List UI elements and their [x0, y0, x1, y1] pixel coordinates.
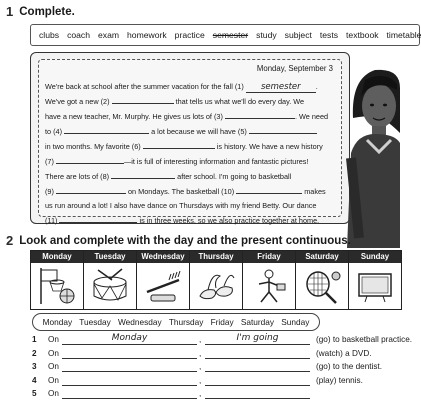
diary-text: have a new teacher, Mr. Murphy. He gives us lots of (3): [45, 112, 223, 121]
comma: ,: [199, 362, 202, 371]
diary-text: a lot because we will have (5): [151, 127, 247, 136]
walking-figure-icon: [247, 266, 291, 306]
day-cell-sunday: [349, 251, 401, 309]
day-cell-label: Saturday: [296, 251, 348, 263]
diary-line: [45, 124, 335, 139]
day-cell-label: Thursday: [190, 251, 242, 263]
diary-text: that tells us what we'll do every day. We: [175, 97, 305, 106]
basketball-icon: [35, 266, 79, 306]
answer-blank-4[interactable]: [64, 124, 149, 134]
diary-line: [45, 199, 335, 213]
row-on-label: On: [48, 362, 59, 371]
verb-answer-field[interactable]: [205, 388, 310, 399]
row-on-label: On: [48, 389, 59, 398]
day-cell-label: Wednesday: [137, 251, 189, 263]
diary-line: [45, 213, 335, 228]
section-title: Look and complete with the day and the present continuous.: [19, 234, 351, 247]
day-answer-field[interactable]: [62, 375, 197, 386]
exercise-row: [32, 333, 413, 348]
diary-line: [45, 94, 335, 109]
diary-text: is in three weeks, so we also practice together at home.: [139, 216, 320, 225]
comma: ,: [199, 375, 202, 385]
verb-answer-text: I'm going: [236, 333, 279, 343]
diary-text: (9): [45, 187, 54, 196]
word-bank-item: homework: [127, 30, 167, 40]
day-word: Thursday: [168, 317, 204, 327]
day-cell-label: Sunday: [349, 251, 401, 263]
day-word: Tuesday: [79, 317, 111, 327]
day-cell-wednesday: [137, 251, 190, 309]
toothbrush-icon: [141, 266, 185, 306]
diary-line: [45, 139, 335, 154]
day-cell-thursday: [190, 251, 243, 309]
row-prompt: (play) tennis.: [316, 375, 363, 385]
row-prompt: (go) to basketball practice.: [316, 335, 413, 344]
day-word: Friday: [210, 317, 234, 327]
comma: ,: [199, 335, 202, 344]
word-bank-item: study: [256, 30, 277, 40]
answer-blank-1[interactable]: semester: [246, 83, 316, 93]
section-2-header: [6, 233, 351, 248]
verb-answer-field[interactable]: [205, 361, 310, 372]
tv-icon: [353, 266, 397, 306]
drum-icon: [88, 266, 132, 306]
word-bank-item-crossed: semester: [212, 30, 249, 40]
diary-text: We're back at school after the summer vacation for the fall (1): [45, 82, 244, 91]
girl-illustration: [345, 48, 400, 248]
day-answer-field[interactable]: [62, 361, 197, 372]
row-number: 3: [32, 362, 37, 371]
answer-blank-6[interactable]: [143, 139, 215, 149]
diary-line: [45, 109, 335, 124]
word-bank-item: subject: [284, 30, 312, 40]
diary-line: [45, 169, 335, 184]
diary-text: makes: [304, 187, 326, 196]
diary-line: [45, 184, 335, 199]
day-cell-label: Tuesday: [84, 251, 136, 263]
row-prompt: (go) to the dentist.: [316, 362, 382, 371]
day-cell-tuesday: [84, 251, 137, 309]
day-word: Saturday: [240, 317, 275, 327]
word-bank-item: practice: [174, 30, 205, 40]
row-number: 2: [32, 348, 37, 358]
diary-text: on Mondays. The basketball (10): [127, 187, 235, 196]
diary-text: .: [315, 82, 318, 91]
diary-line: [45, 154, 335, 169]
exercise-row: [32, 348, 400, 362]
day-word: Sunday: [281, 317, 310, 327]
diary-text: We've got a new (2): [45, 97, 110, 106]
row-number: 1: [32, 335, 37, 344]
answer-blank-11[interactable]: [59, 213, 137, 223]
day-answer-text: Monday: [111, 333, 148, 343]
day-cell-friday: [243, 251, 296, 309]
diary-text: There are lots of (8): [45, 172, 110, 181]
section-number: 2: [6, 233, 14, 248]
day-answer-field[interactable]: [62, 388, 197, 399]
verb-answer-field[interactable]: [205, 334, 310, 345]
verb-answer-field[interactable]: [205, 348, 310, 359]
row-on-label: On: [48, 335, 59, 344]
answer-blank-5[interactable]: [249, 124, 317, 134]
diary-text: us run around a lot! I also have dance on Thursdays with my friend Betty. Our dance: [45, 201, 317, 210]
exercise-row: [32, 361, 400, 375]
answer-blank-2[interactable]: [112, 94, 174, 104]
answer-blank-8[interactable]: [111, 169, 175, 179]
exercise-row: [32, 388, 400, 402]
exercise-row: [32, 375, 400, 389]
day-answer-field[interactable]: [62, 348, 197, 359]
section-1-header: [6, 4, 75, 19]
word-bank-item: clubs: [39, 30, 60, 40]
row-on-label: On: [48, 348, 59, 358]
day-word: Wednesday: [117, 317, 162, 327]
diary-inner-frame: [38, 59, 342, 225]
comma: ,: [199, 389, 202, 398]
diary-date: Monday, September 3: [256, 64, 333, 73]
day-cell-saturday: [296, 251, 349, 309]
diary-text: to (4): [45, 127, 63, 136]
day-word: Monday: [42, 317, 73, 327]
ballet-shoes-icon: [194, 266, 238, 306]
tennis-racket-icon: [300, 266, 344, 306]
answer-blank-10[interactable]: [236, 184, 302, 194]
day-cell-monday: [31, 251, 84, 309]
answer-blank-7[interactable]: [56, 154, 124, 164]
comma: ,: [199, 348, 202, 358]
exercise-rows: [32, 333, 413, 402]
section-title: Complete.: [19, 5, 75, 18]
diary-line: [45, 80, 335, 94]
diary-text: is history. We have a new history: [216, 142, 323, 151]
diary-text: after school. I'm going to basketball: [177, 172, 292, 181]
word-bank-item: exam: [98, 30, 120, 40]
diary-text: (7): [45, 157, 54, 166]
word-bank-item: timetable: [386, 30, 421, 40]
day-answer-field[interactable]: [62, 334, 197, 345]
day-cell-label: Friday: [243, 251, 295, 263]
row-prompt: (watch) a DVD.: [316, 348, 372, 358]
word-bank-item: tests: [319, 30, 339, 40]
row-number: 5: [32, 389, 37, 398]
row-on-label: On: [48, 375, 59, 385]
row-number: 4: [32, 375, 37, 385]
diary-text: —it is full of interesting information and fantastic pictures!: [123, 157, 309, 166]
diary-box: [30, 52, 350, 224]
word-bank: [30, 24, 420, 46]
section-number: 1: [6, 4, 14, 19]
diary-text: . We need: [294, 112, 329, 121]
answer-blank-3[interactable]: [225, 109, 295, 119]
diary-body: [45, 80, 335, 228]
verb-answer-field[interactable]: [205, 375, 310, 386]
word-bank-item: coach: [67, 30, 90, 40]
days-word-box: [32, 313, 320, 331]
diary-text: in two months. My favorite (6): [45, 142, 141, 151]
diary-text: (11): [45, 216, 58, 225]
answer-blank-9[interactable]: [56, 184, 126, 194]
day-picture-strip: [30, 250, 402, 310]
word-bank-item: textbook: [346, 30, 379, 40]
day-cell-label: Monday: [31, 251, 83, 263]
